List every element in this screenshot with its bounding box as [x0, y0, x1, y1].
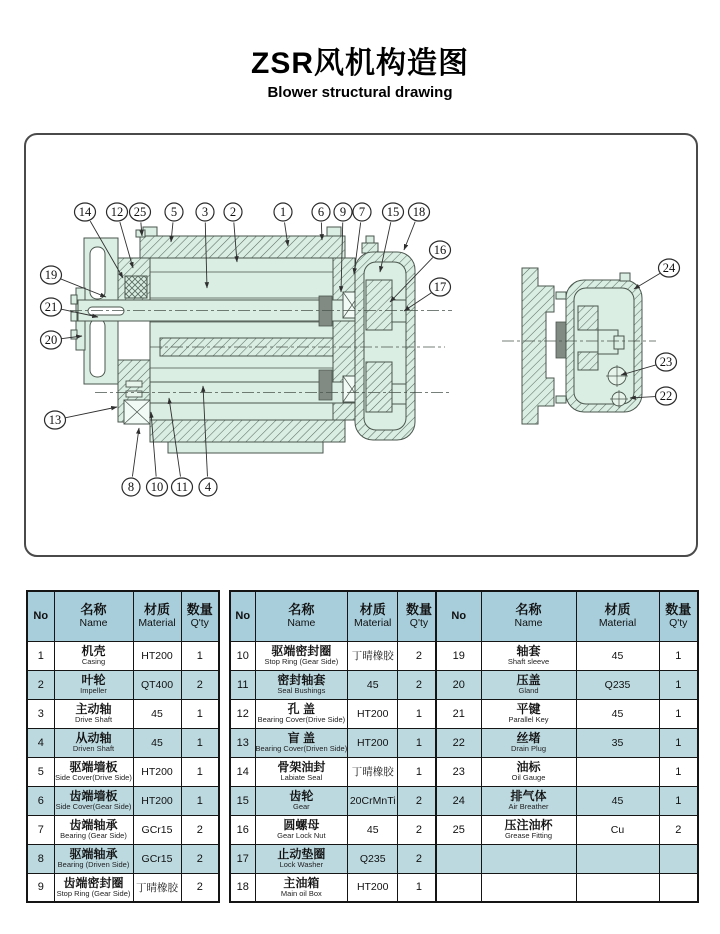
cell-material: 丁晴橡胶	[133, 873, 181, 902]
cell-qty: 1	[181, 728, 219, 757]
cell-qty: 1	[659, 786, 698, 815]
table-row	[436, 844, 698, 873]
table-row	[27, 844, 219, 873]
cell-name	[481, 670, 576, 699]
table-header-row	[27, 591, 219, 641]
callout-number: 4	[204, 480, 212, 495]
part-name-en: Gear	[293, 801, 310, 811]
part-name-cn: 压注油杯	[504, 817, 553, 832]
cell-material: 丁晴橡胶	[348, 641, 398, 670]
cell-name	[481, 757, 576, 786]
gear-housing	[355, 236, 415, 440]
cell-name	[481, 699, 576, 728]
table-row	[230, 757, 441, 786]
part-name-en: Driven Shaft	[72, 743, 115, 753]
qty-header-en: Q'ty	[669, 616, 688, 629]
part-name-en: Bearing Cover(Drive Side)	[257, 714, 346, 724]
callout-number: 11	[175, 480, 189, 495]
cell-material	[576, 873, 659, 902]
qty-header-en: Q'ty	[409, 616, 429, 629]
end-view-stud-bottom	[556, 396, 566, 403]
callout-number: 23	[659, 355, 673, 370]
cell-qty: 2	[659, 815, 698, 844]
table-header-row	[230, 591, 441, 641]
table-row	[27, 786, 219, 815]
cell-no: 3	[27, 699, 54, 728]
part-name-cn: 齿轮	[289, 788, 314, 803]
cell-qty: 1	[659, 728, 698, 757]
cell-no: 20	[436, 670, 481, 699]
cell-material	[576, 757, 659, 786]
cell-material: 45	[576, 786, 659, 815]
qty-header	[659, 591, 698, 641]
cell-name	[54, 844, 133, 873]
material-header	[348, 591, 398, 641]
qty-header-cn: 数量	[665, 602, 692, 617]
bearing-housing	[118, 360, 150, 424]
callout-number: 18	[412, 205, 426, 220]
part-name-cn: 圆螺母	[283, 817, 320, 832]
header-no: No	[230, 591, 255, 641]
callout-number: 8	[127, 480, 135, 495]
cell-name	[255, 786, 348, 815]
cell-material	[576, 844, 659, 873]
material-header-cn: 材质	[143, 602, 170, 617]
cell-qty: 1	[398, 873, 441, 902]
cell-no: 11	[230, 670, 255, 699]
air-breather-cap	[620, 273, 630, 281]
cell-qty: 2	[398, 844, 441, 873]
qty-header-cn: 数量	[405, 602, 432, 617]
name-header-cn: 名称	[515, 602, 542, 617]
callout-number: 9	[339, 205, 347, 220]
cell-name	[481, 815, 576, 844]
name-header-en: Name	[79, 616, 108, 629]
callout-number: 24	[662, 261, 676, 276]
cell-name	[54, 728, 133, 757]
cell-no: 12	[230, 699, 255, 728]
part-name-cn: 主油箱	[283, 875, 320, 890]
cell-qty: 1	[659, 757, 698, 786]
cell-material: Q235	[348, 844, 398, 873]
material-header-cn: 材质	[604, 602, 631, 617]
cell-no: 9	[27, 873, 54, 902]
part-name-en: Stop Ring (Gear Side)	[264, 656, 339, 666]
cell-qty: 2	[398, 786, 441, 815]
table-row	[230, 670, 441, 699]
table-row	[230, 728, 441, 757]
part-name-en: Side Cover(Gear Side)	[55, 801, 132, 811]
part-name-cn: 压盖	[516, 672, 541, 687]
part-name-cn: 密封轴套	[277, 672, 326, 687]
part-name-en: Seal Bushings	[277, 685, 326, 695]
cell-no: 24	[436, 786, 481, 815]
callout-number: 17	[433, 280, 447, 295]
callout-number: 16	[433, 243, 447, 258]
part-name-en: Drive Shaft	[74, 714, 113, 724]
cell-no: 4	[27, 728, 54, 757]
cell-material: GCr15	[133, 844, 181, 873]
title-block	[0, 0, 720, 101]
part-name-en: Impeller	[80, 685, 107, 695]
cell-qty	[659, 873, 698, 902]
material-header-en: Material	[138, 616, 176, 629]
cell-qty: 2	[181, 670, 219, 699]
material-header	[576, 591, 659, 641]
part-name-en: Air Breather	[508, 801, 549, 811]
cell-no: 5	[27, 757, 54, 786]
cell-material: QT400	[133, 670, 181, 699]
callout-number: 2	[229, 205, 237, 220]
part-name-cn: 轴套	[516, 643, 541, 658]
table-row	[436, 786, 698, 815]
cell-qty: 1	[181, 786, 219, 815]
material-header-en: Material	[598, 616, 637, 629]
part-name-en: Labiate Seal	[280, 772, 323, 782]
callout-number: 12	[110, 205, 124, 220]
callout-number: 20	[44, 333, 58, 348]
end-view-stud-top	[556, 292, 566, 299]
part-name-cn: 从动轴	[75, 730, 112, 745]
cell-no: 15	[230, 786, 255, 815]
callout-number: 13	[48, 413, 62, 428]
callout-leader	[321, 222, 322, 240]
part-name-en: Main oil Box	[280, 888, 322, 898]
part-name-cn: 盲 盖	[287, 730, 316, 745]
cell-qty: 1	[659, 641, 698, 670]
part-name-cn: 丝堵	[516, 730, 541, 745]
table-row	[27, 873, 219, 902]
cell-name	[255, 728, 348, 757]
cell-no: 6	[27, 786, 54, 815]
structural-drawing	[0, 120, 720, 565]
name-header-cn: 名称	[80, 602, 107, 617]
part-name-cn: 齿端墙板	[69, 788, 118, 803]
cell-material: Q235	[576, 670, 659, 699]
table-row	[27, 815, 219, 844]
part-name-cn: 叶轮	[81, 672, 106, 687]
cell-qty	[659, 844, 698, 873]
part-name-cn: 驱端墙板	[69, 759, 118, 774]
cell-name	[255, 815, 348, 844]
qty-header-en: Q'ty	[190, 616, 209, 629]
part-name-cn: 平键	[516, 701, 541, 716]
cell-material: HT200	[348, 699, 398, 728]
cell-no: 23	[436, 757, 481, 786]
table-row	[436, 757, 698, 786]
part-name-en: Casing	[81, 656, 106, 666]
cell-no: 17	[230, 844, 255, 873]
cell-qty: 1	[398, 728, 441, 757]
cell-material: GCr15	[133, 815, 181, 844]
cell-material: Cu	[576, 815, 659, 844]
part-name-cn: 齿端轴承	[69, 817, 118, 832]
table-row	[436, 873, 698, 902]
part-name-cn: 止动垫圈	[277, 846, 326, 861]
part-name-cn: 油标	[516, 759, 541, 774]
table-row	[27, 728, 219, 757]
cell-material: HT200	[348, 873, 398, 902]
table-row	[230, 815, 441, 844]
cell-material: 45	[576, 641, 659, 670]
cell-no: 21	[436, 699, 481, 728]
cell-no: 18	[230, 873, 255, 902]
cell-name	[255, 670, 348, 699]
callout-number: 10	[150, 480, 164, 495]
qty-header-cn: 数量	[186, 602, 213, 617]
table-row	[436, 670, 698, 699]
qty-header	[181, 591, 219, 641]
cell-no	[436, 873, 481, 902]
name-header-en: Name	[514, 616, 543, 629]
cell-name	[54, 757, 133, 786]
cell-name	[481, 786, 576, 815]
cell-name	[255, 844, 348, 873]
gear-mesh-upper	[319, 296, 332, 326]
name-header	[255, 591, 348, 641]
parts-table-3	[435, 590, 699, 903]
callout-number: 14	[78, 205, 92, 220]
cell-name	[54, 699, 133, 728]
callout-number: 19	[44, 268, 58, 283]
cell-qty: 1	[181, 757, 219, 786]
cell-no: 22	[436, 728, 481, 757]
callout-number: 21	[44, 300, 58, 315]
table-row	[436, 641, 698, 670]
table-row	[436, 815, 698, 844]
table-row	[27, 699, 219, 728]
callout-number: 7	[358, 205, 366, 220]
name-header-en: Name	[287, 616, 316, 629]
cell-material: HT200	[133, 786, 181, 815]
part-name-en: Lock Washer	[279, 859, 324, 869]
cell-no: 25	[436, 815, 481, 844]
cell-name	[481, 641, 576, 670]
part-name-en: Parallel Key	[508, 714, 549, 724]
cell-material: 45	[348, 670, 398, 699]
table-row	[230, 699, 441, 728]
cell-qty: 2	[398, 815, 441, 844]
cell-qty: 2	[181, 815, 219, 844]
cell-name	[481, 844, 576, 873]
cell-material: 45	[576, 699, 659, 728]
part-name-en: Bearing (Driven Side)	[57, 859, 130, 869]
cell-no: 8	[27, 844, 54, 873]
callout-number: 5	[170, 205, 178, 220]
part-name-en: Stop Ring (Gear Side)	[56, 888, 131, 898]
part-name-en: Gear Lock Nut	[277, 830, 326, 840]
part-name-en: Bearing Cover(Driven Side)	[255, 743, 348, 753]
cell-material: 45	[348, 815, 398, 844]
part-name-en: Shaft sleeve	[507, 656, 550, 666]
parts-table-1	[26, 590, 220, 903]
cell-no: 13	[230, 728, 255, 757]
cell-name	[481, 873, 576, 902]
cell-qty: 1	[181, 699, 219, 728]
cell-material: 20CrMnTi	[348, 786, 398, 815]
table-row	[27, 670, 219, 699]
callout-number: 6	[317, 205, 325, 220]
callout-number: 1	[279, 205, 287, 220]
part-name-cn: 驱端密封圈	[271, 643, 332, 658]
cell-qty: 1	[659, 699, 698, 728]
callout-number: 22	[659, 389, 673, 404]
cell-name	[54, 670, 133, 699]
cell-name	[255, 699, 348, 728]
header-no: No	[436, 591, 481, 641]
cell-material: 35	[576, 728, 659, 757]
cell-material: HT200	[133, 757, 181, 786]
material-header-en: Material	[354, 616, 392, 629]
material-header	[133, 591, 181, 641]
table-row	[436, 728, 698, 757]
cell-name	[255, 873, 348, 902]
end-view	[502, 268, 656, 424]
cell-no: 19	[436, 641, 481, 670]
cell-no: 2	[27, 670, 54, 699]
cell-no	[436, 844, 481, 873]
cell-qty: 2	[181, 844, 219, 873]
page-subtitle: Blower structural drawing	[267, 84, 453, 101]
table-row	[27, 757, 219, 786]
cell-qty: 1	[181, 641, 219, 670]
part-name-cn: 齿端密封圈	[63, 875, 124, 890]
cell-qty: 2	[398, 670, 441, 699]
cell-qty: 1	[659, 670, 698, 699]
part-name-cn: 孔 盖	[287, 701, 316, 716]
part-name-cn: 驱端轴承	[69, 846, 118, 861]
cell-name	[255, 757, 348, 786]
part-name-en: Gland	[518, 685, 539, 695]
part-name-en: Bearing (Gear Side)	[60, 830, 127, 840]
table-row	[230, 844, 441, 873]
callout-number: 25	[133, 205, 147, 220]
cell-name	[255, 641, 348, 670]
cell-material: 丁晴橡胶	[348, 757, 398, 786]
gear-mesh-lower	[319, 370, 332, 400]
table-row	[27, 641, 219, 670]
cell-no: 16	[230, 815, 255, 844]
cell-no: 10	[230, 641, 255, 670]
cell-name	[54, 641, 133, 670]
table-row	[230, 873, 441, 902]
part-name-cn: 主动轴	[75, 701, 112, 716]
material-header-cn: 材质	[359, 602, 386, 617]
part-name-cn: 排气体	[510, 788, 547, 803]
part-name-en: Grease Fitting	[504, 830, 553, 840]
part-name-en: Side Cover(Drive Side)	[55, 772, 132, 782]
table-row	[436, 699, 698, 728]
part-name-en: Drain Plug	[510, 743, 547, 753]
cell-qty: 1	[398, 699, 441, 728]
end-view-gear	[578, 306, 598, 330]
table-row	[230, 786, 441, 815]
page-title: ZSR风机构造图	[251, 47, 469, 80]
cell-no: 1	[27, 641, 54, 670]
cell-name	[54, 815, 133, 844]
cell-qty: 1	[398, 757, 441, 786]
callout-number: 15	[386, 205, 400, 220]
part-name-cn: 机壳	[81, 643, 106, 658]
header-no: No	[27, 591, 54, 641]
cell-name	[481, 728, 576, 757]
name-header	[54, 591, 133, 641]
callout-number: 3	[201, 205, 209, 220]
cell-name	[54, 873, 133, 902]
cell-no: 7	[27, 815, 54, 844]
cell-material: 45	[133, 699, 181, 728]
name-header	[481, 591, 576, 641]
table-row	[230, 641, 441, 670]
cell-qty: 2	[398, 641, 441, 670]
cell-no: 14	[230, 757, 255, 786]
part-name-en: Oil Gauge	[511, 772, 546, 782]
table-header-row	[436, 591, 698, 641]
parts-table-2	[229, 590, 442, 903]
cell-qty: 2	[181, 873, 219, 902]
part-name-cn: 骨架油封	[277, 759, 326, 774]
end-view-nut2	[614, 336, 624, 349]
cell-material: 45	[133, 728, 181, 757]
name-header-cn: 名称	[288, 602, 315, 617]
end-view-gear2	[578, 352, 598, 370]
cell-material: HT200	[348, 728, 398, 757]
cell-name	[54, 786, 133, 815]
cell-material: HT200	[133, 641, 181, 670]
